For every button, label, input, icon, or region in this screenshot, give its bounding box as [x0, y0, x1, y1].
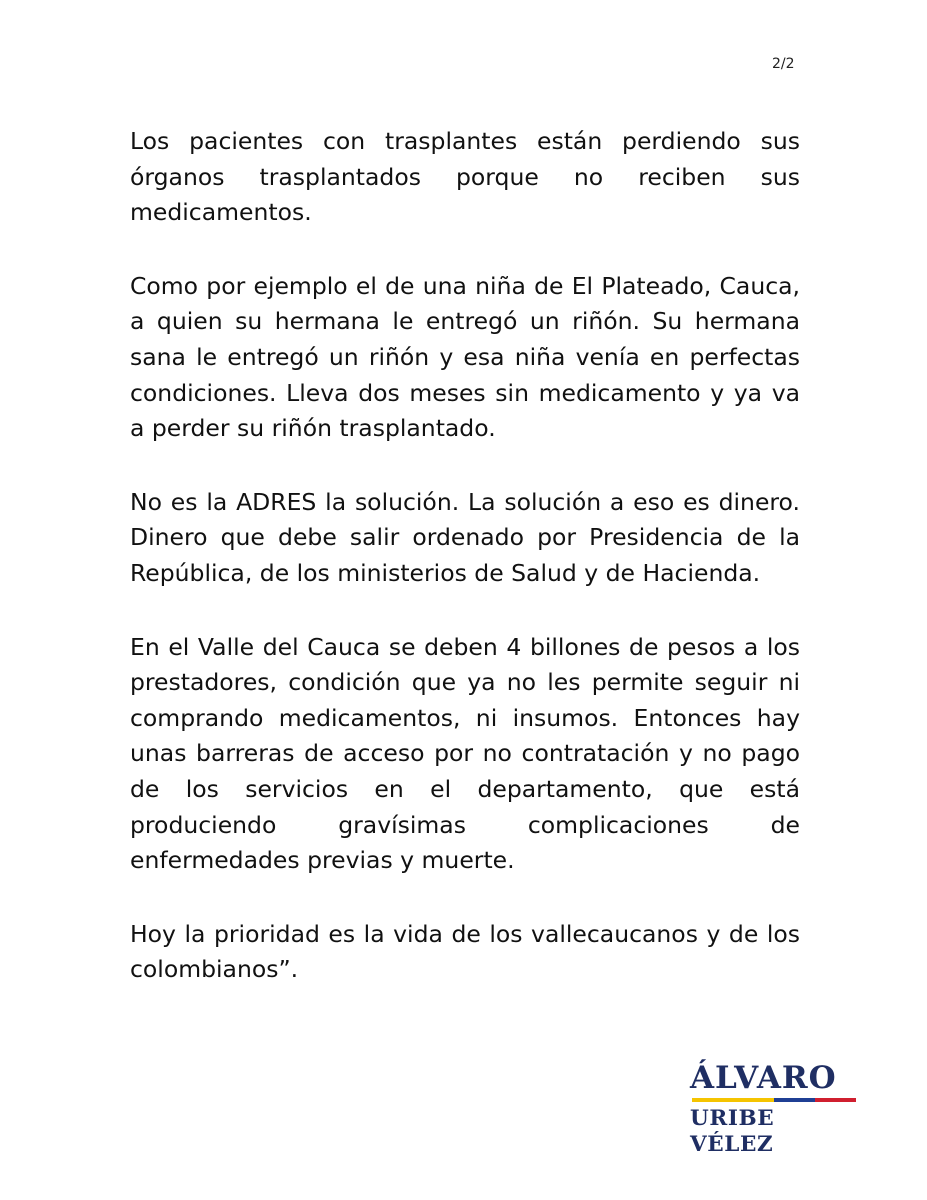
flag-stripe-red	[815, 1098, 856, 1102]
flag-stripe-blue	[774, 1098, 815, 1102]
paragraph-adres-solution: No es la ADRES la solución. La solución a eso es dinero. Dinero que debe salir ordenado por Presidencia de la República, de los ministerios de Salud y de Hacienda.	[130, 487, 800, 587]
document-body	[130, 124, 800, 1026]
signature-logo	[690, 1060, 860, 1158]
paragraph-transplant-patients: Los pacientes con trasplantes están perdiendo sus órganos trasplantados porque no reciben sus medicamentos.	[130, 127, 800, 227]
signature-last-name: URIBE VÉLEZ	[690, 1106, 775, 1157]
flag-stripes-divider	[692, 1098, 856, 1102]
signature-first-name: ÁLVARO	[690, 1060, 837, 1096]
page-number: 2/2	[772, 56, 795, 72]
paragraph-priority-life: Hoy la prioridad es la vida de los vallecaucanos y de los colombianos”.	[130, 919, 800, 984]
flag-stripe-yellow	[692, 1098, 774, 1102]
paragraph-plateado-example: Como por ejemplo el de una niña de El Plateado, Cauca, a quien su hermana le entregó un riñón. Su hermana sana le entregó un riñón y esa niña venía en perfectas condiciones. Lleva dos meses sin medicamento y ya va a perder su riñón trasplantado.	[130, 271, 800, 443]
paragraph-valle-del-cauca-debt: En el Valle del Cauca se deben 4 billones de pesos a los prestadores, condición que ya no les permite seguir ni comprando medicamentos, ni insumos. Entonces hay unas barreras de acceso por no contratación y no pago de los servicios en el departamento, que está produciendo gravísimas complicaciones de enfermedades previas y muerte.	[130, 632, 800, 875]
